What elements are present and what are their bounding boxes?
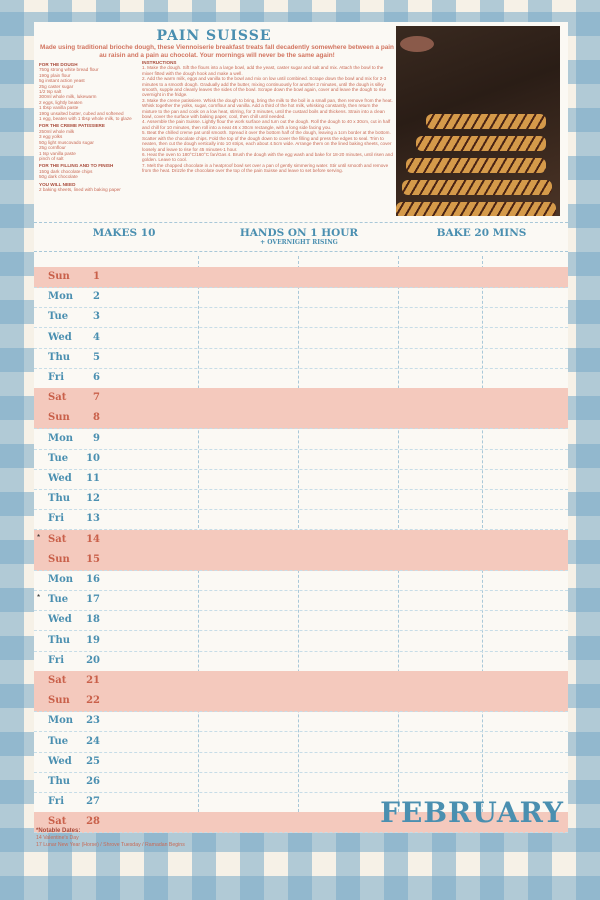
day-number: 21 — [86, 675, 100, 686]
day-number: 26 — [86, 776, 100, 787]
pastry — [426, 114, 546, 129]
day-name: Tue — [48, 452, 69, 464]
day-number: 17 — [86, 594, 100, 606]
day-row — [34, 732, 568, 753]
day-number: 19 — [86, 634, 100, 646]
day-number: 6 — [93, 372, 100, 383]
ingredient-item: 150g dark chocolate chips — [39, 168, 93, 174]
ingredients-list — [39, 60, 137, 192]
recipe-photo — [396, 26, 560, 216]
ingredient-item: 1 egg, beaten with 1 tbsp whole milk, to glaze — [39, 116, 132, 122]
day-row — [34, 348, 568, 369]
day-name: Wed — [48, 614, 72, 626]
ingredient-item: 1/2 tsp salt — [39, 89, 62, 95]
day-number: 28 — [86, 816, 100, 828]
day-name: Sat — [48, 675, 67, 686]
ingredient-item: 190g plain flour — [39, 72, 71, 78]
instruction-step: 5. Beat the chilled creme pat until smooth. Spread it over the bottom half of the dough, leaving a 1cm border at the bottom. Scatter with the chocolate chips. Fold the top of the dough down to cover the filling and press the edges to seal. Trim to neaten, then cut the dough vertically into 10 strips, each about 4.5cm wide. Arrange them on the lined baking sheets, cover loosely and leave to rise for 45 minutes-1 hour. — [142, 130, 392, 152]
day-row — [34, 368, 568, 389]
hands-on-stat — [204, 227, 394, 246]
day-number: 20 — [86, 654, 100, 666]
instructions-list — [142, 60, 394, 174]
day-name: Sun — [48, 695, 70, 707]
day-number: 16 — [86, 574, 100, 585]
instruction-step: 6. Heat the oven to 180°C/160°C fan/Gas 4. Brush the dough with the egg wash and bake for 18-20 minutes, until risen and golden. Leave to cool. — [142, 151, 393, 163]
day-name: Wed — [48, 755, 72, 767]
day-number: 10 — [86, 452, 100, 464]
day-number: 25 — [86, 755, 100, 767]
day-name: Thu — [48, 493, 70, 505]
day-number: 12 — [86, 493, 100, 505]
day-name: Fri — [48, 796, 64, 808]
recipe-title: PAIN SUISSE — [156, 28, 272, 44]
day-name: Mon — [48, 291, 74, 303]
day-row — [34, 631, 568, 652]
day-name: Tue — [48, 594, 69, 606]
ingredient-item: 50g light muscovado sugar — [39, 139, 94, 145]
pastry — [416, 136, 546, 151]
ingredient-item: 750g strong white bread flour — [39, 67, 99, 73]
day-number: 23 — [86, 715, 100, 727]
day-row — [34, 287, 568, 308]
day-number: 7 — [93, 392, 100, 404]
day-row — [34, 530, 568, 551]
ingredient-item: 25g caster sugar — [39, 83, 74, 89]
hands-on-label: HANDS ON 1 HOUR — [239, 227, 359, 239]
day-row — [34, 489, 568, 510]
instruction-step: 2. Add the warm milk, eggs and vanilla to the bowl and mix on low until combined. Scrape down the bowl and mix for 2-3 minutes to a smooth dough. Gradually add the butter, mixing continuously for another 2 minutes, until the dough is silky smooth, supple and cleanly leaves the sides of the bowl. Scrape down the bowl again, cover and leave the dough to rise overnight in the fridge. — [142, 76, 387, 98]
day-number: 2 — [93, 291, 100, 303]
ingredient-item: 300ml whole milk, lukewarm — [39, 94, 97, 100]
day-row — [34, 469, 568, 490]
ingredient-item: 3 egg yolks — [39, 134, 63, 140]
day-number: 18 — [86, 614, 100, 626]
day-row — [34, 449, 568, 470]
day-number: 1 — [93, 271, 100, 282]
day-name: Sun — [48, 412, 70, 424]
ingredient-item: 2 eggs, lightly beaten — [39, 99, 83, 105]
day-row — [34, 590, 568, 611]
bake-stat: BAKE 20 MINS — [436, 227, 527, 239]
day-number: 8 — [93, 412, 100, 424]
day-row — [34, 550, 568, 571]
day-row — [34, 307, 568, 328]
day-name: Fri — [48, 372, 64, 383]
day-name: Thu — [48, 634, 70, 646]
ingredient-item: 5g instant action yeast — [39, 78, 85, 84]
day-name: Wed — [48, 331, 72, 343]
day-row — [34, 267, 568, 288]
day-number: 27 — [86, 796, 100, 808]
day-row — [34, 671, 568, 692]
instruction-step: 4. Assemble the pain Suisse. Lightly flour the work surface and turn out the dough. Roll the dough to 40 x 30cm, cut in half and chill for 10 minutes, then roll into a neat 46 x 30cm rectangle, with a long side facing you. — [142, 119, 391, 130]
day-name: Mon — [48, 432, 74, 444]
ingredient-item: 190g unsalted butter, cubed and softened — [39, 110, 124, 116]
ingredient-item: 1 tbsp vanilla paste — [39, 105, 79, 111]
day-number: 5 — [93, 351, 100, 363]
day-name: Sat — [48, 816, 67, 828]
recipe-stats — [34, 222, 568, 252]
day-number: 15 — [86, 553, 100, 565]
day-name: Fri — [48, 654, 64, 666]
day-number: 3 — [93, 311, 100, 323]
notable-marker: * — [37, 532, 41, 542]
day-row — [34, 711, 568, 732]
day-number: 24 — [86, 735, 100, 747]
day-number: 13 — [86, 513, 100, 525]
day-row — [34, 429, 568, 450]
month-title: FEBRUARY — [380, 796, 564, 829]
pastry — [406, 158, 546, 173]
hands-on-sub: + OVERNIGHT RISING — [260, 239, 338, 246]
instruction-step: 7. Melt the chopped chocolate in a heatproof bowl set over a pan of gently simmering water. Stir until smooth and remove from the heat. Drizzle the chocolate over the top of the pain Suisse and leave to set before serving. — [142, 162, 389, 174]
day-row — [34, 388, 568, 409]
day-row — [34, 328, 568, 349]
day-name: Mon — [48, 715, 74, 727]
day-name: Thu — [48, 776, 70, 787]
day-row — [34, 772, 568, 793]
day-number: 14 — [86, 533, 100, 545]
instruction-step: 3. Make the creme patissiere. Whisk the dough to bring, bring the milk to the boil in a small pan, then remove from the heat. Whisk together the yolks, sugar, cornflour and vanilla. Add a third of the hot milk, whisking constantly, then return the mixture to the pan and cook on a low heat, stirring, for 3 minutes, until the custard boils and thickens. Strain into a clean bowl, cover the surface with baking paper, cool, then chill until needed. — [142, 97, 393, 120]
notable-marker: * — [37, 593, 41, 603]
day-number: 9 — [93, 432, 100, 444]
ingredient-section-heading: FOR THE DOUGH — [39, 62, 78, 67]
ingredient-item: pinch of salt — [39, 155, 64, 161]
ingredient-section-heading: FOR THE CREME PATISSIERE — [39, 123, 105, 129]
day-row — [34, 509, 568, 530]
day-name: Sun — [48, 271, 70, 282]
day-name: Tue — [48, 311, 69, 323]
instruction-step: 1. Make the dough. Sift the flours into a large bowl, add the yeast, caster sugar and salt and mix. Attach the bowl to the mixer fitted with the dough hook and make a well. — [142, 65, 384, 76]
ingredient-item: 50g dark chocolate — [39, 174, 78, 180]
ingredient-item: 2 baking sheets, lined with baking paper — [39, 186, 121, 192]
ingredient-section-heading: FOR THE FILLING AND TO FINISH — [39, 163, 114, 169]
notable-heading: *Notable Dates: — [36, 828, 81, 834]
pastry — [402, 180, 552, 195]
pastry — [396, 202, 556, 216]
day-name: Tue — [48, 735, 69, 747]
makes-stat: MAKES 10 — [92, 227, 156, 239]
calendar-sheet — [34, 22, 568, 848]
day-row — [34, 691, 568, 712]
day-name: Fri — [48, 513, 64, 525]
day-number: 22 — [86, 695, 100, 707]
day-row — [34, 570, 568, 591]
day-row — [34, 752, 568, 773]
notable-date: 14 Valentine's Day — [36, 835, 79, 841]
ingredient-item: 25g cornflour — [39, 145, 66, 151]
day-name: Sat — [48, 392, 67, 404]
raisin-bowl — [400, 36, 434, 52]
ingredient-item: 1 tsp vanilla paste — [39, 150, 76, 156]
day-row — [34, 408, 568, 429]
day-name: Wed — [48, 473, 72, 484]
instructions-heading: INSTRUCTIONS — [142, 60, 177, 65]
day-name: Sat — [48, 533, 67, 545]
day-number: 11 — [86, 473, 100, 484]
ingredient-section-heading: YOU WILL NEED — [39, 181, 76, 187]
notable-date: 17 Lunar New Year (Horse) / Shrove Tuesday / Ramadan Begins — [36, 842, 185, 848]
notable-dates — [36, 828, 296, 849]
recipe-intro: Made using traditional brioche dough, these Viennoiserie breakfast treats fall decadently somewhere between a pain au raisin and a pain au chocolat. Your mornings will never be the same again! — [40, 44, 394, 59]
day-row — [34, 651, 568, 672]
day-row — [34, 610, 568, 631]
day-number: 4 — [93, 331, 100, 343]
ingredient-item: 250ml whole milk — [39, 128, 75, 134]
day-name: Mon — [48, 574, 74, 585]
day-name: Thu — [48, 351, 70, 363]
day-name: Sun — [48, 553, 70, 565]
